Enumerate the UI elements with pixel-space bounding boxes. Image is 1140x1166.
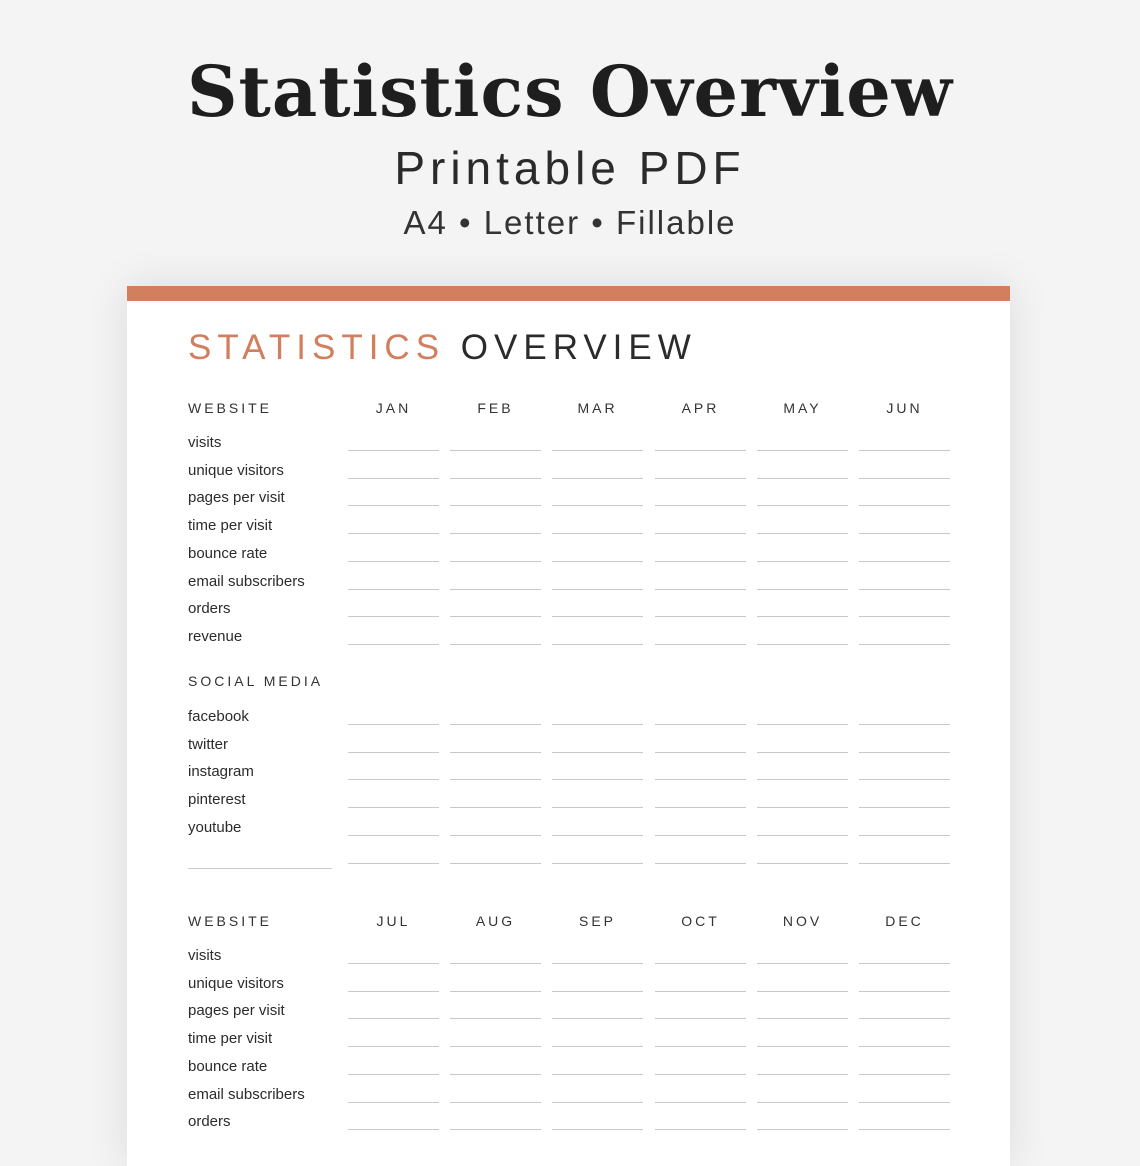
row-label: visits bbox=[188, 947, 222, 964]
entry-field[interactable] bbox=[757, 752, 848, 753]
entry-field[interactable] bbox=[859, 963, 950, 964]
entry-field[interactable] bbox=[348, 724, 439, 725]
entry-field[interactable] bbox=[859, 835, 950, 836]
entry-field[interactable] bbox=[348, 1046, 439, 1047]
entry-field[interactable] bbox=[655, 644, 746, 645]
entry-field[interactable] bbox=[552, 779, 643, 780]
entry-field[interactable] bbox=[757, 616, 848, 617]
entry-field[interactable] bbox=[552, 1074, 643, 1075]
entry-field[interactable] bbox=[859, 863, 950, 864]
entry-field[interactable] bbox=[655, 589, 746, 590]
entry-field[interactable] bbox=[450, 835, 541, 836]
entry-field[interactable] bbox=[348, 1102, 439, 1103]
row-label: pages per visit bbox=[188, 1002, 285, 1020]
entry-field[interactable] bbox=[757, 1074, 848, 1075]
entry-field[interactable] bbox=[552, 724, 643, 725]
entry-field[interactable] bbox=[348, 1074, 439, 1075]
entry-field[interactable] bbox=[859, 1018, 950, 1019]
entry-field[interactable] bbox=[859, 1102, 950, 1103]
entry-field[interactable] bbox=[757, 807, 848, 808]
entry-field[interactable] bbox=[655, 807, 746, 808]
entry-field[interactable] bbox=[348, 752, 439, 753]
entry-field[interactable] bbox=[757, 835, 848, 836]
row-label: revenue bbox=[188, 627, 243, 645]
entry-field[interactable] bbox=[859, 1129, 950, 1130]
entry-field[interactable] bbox=[655, 724, 746, 725]
entry-field[interactable] bbox=[655, 991, 746, 992]
entry-field[interactable] bbox=[859, 561, 950, 562]
row-label: unique visitors bbox=[188, 974, 284, 992]
entry-field[interactable] bbox=[757, 1018, 848, 1019]
entry-field[interactable] bbox=[450, 1074, 541, 1075]
month-header: DEC bbox=[885, 913, 924, 929]
sheet-accent-bar bbox=[127, 286, 1010, 301]
entry-field[interactable] bbox=[552, 505, 643, 506]
sheet-heading-accent: STATISTICS bbox=[188, 328, 446, 367]
entry-field[interactable] bbox=[348, 807, 439, 808]
entry-field[interactable] bbox=[450, 589, 541, 590]
row-label: orders bbox=[188, 600, 231, 618]
entry-field[interactable] bbox=[450, 616, 541, 617]
page-title: Statistics Overview bbox=[186, 50, 954, 133]
month-header: JAN bbox=[375, 400, 412, 416]
sheet-heading bbox=[188, 326, 697, 370]
entry-field[interactable] bbox=[348, 963, 439, 964]
custom-label-field[interactable] bbox=[188, 868, 332, 869]
entry-field[interactable] bbox=[859, 724, 950, 725]
entry-field[interactable] bbox=[859, 1074, 950, 1075]
entry-field[interactable] bbox=[552, 561, 643, 562]
entry-field[interactable] bbox=[655, 1046, 746, 1047]
row-label: time per visit bbox=[188, 517, 273, 535]
row-label: instagram bbox=[188, 763, 254, 781]
sheet-heading-rest: OVERVIEW bbox=[460, 328, 697, 367]
entry-field[interactable] bbox=[348, 533, 439, 534]
entry-field[interactable] bbox=[859, 991, 950, 992]
planner-sheet bbox=[127, 286, 1010, 1166]
entry-field[interactable] bbox=[450, 1129, 541, 1130]
entry-field[interactable] bbox=[655, 1102, 746, 1103]
entry-field[interactable] bbox=[552, 1018, 643, 1019]
entry-field[interactable] bbox=[859, 589, 950, 590]
entry-field[interactable] bbox=[655, 616, 746, 617]
entry-field[interactable] bbox=[450, 724, 541, 725]
month-header: APR bbox=[681, 400, 720, 416]
month-header: MAY bbox=[783, 400, 822, 416]
entry-field[interactable] bbox=[450, 807, 541, 808]
entry-field[interactable] bbox=[655, 779, 746, 780]
month-header: JUN bbox=[886, 400, 923, 416]
entry-field[interactable] bbox=[450, 533, 541, 534]
entry-field[interactable] bbox=[450, 991, 541, 992]
entry-field[interactable] bbox=[552, 478, 643, 479]
section-label: WEBSITE bbox=[188, 400, 273, 416]
entry-field[interactable] bbox=[552, 863, 643, 864]
entry-field[interactable] bbox=[552, 589, 643, 590]
entry-field[interactable] bbox=[348, 1018, 439, 1019]
row-label: time per visit bbox=[188, 1030, 273, 1048]
entry-field[interactable] bbox=[757, 1046, 848, 1047]
entry-field[interactable] bbox=[757, 478, 848, 479]
month-header: OCT bbox=[681, 913, 720, 929]
entry-field[interactable] bbox=[450, 752, 541, 753]
row-label: pinterest bbox=[188, 791, 246, 809]
entry-field[interactable] bbox=[348, 505, 439, 506]
entry-field[interactable] bbox=[348, 478, 439, 479]
entry-field[interactable] bbox=[450, 644, 541, 645]
row-label: unique visitors bbox=[188, 461, 284, 479]
entry-field[interactable] bbox=[552, 616, 643, 617]
entry-field[interactable] bbox=[450, 863, 541, 864]
entry-field[interactable] bbox=[450, 561, 541, 562]
entry-field[interactable] bbox=[655, 561, 746, 562]
entry-field[interactable] bbox=[859, 450, 950, 451]
entry-field[interactable] bbox=[655, 1018, 746, 1019]
entry-field[interactable] bbox=[859, 616, 950, 617]
entry-field[interactable] bbox=[552, 533, 643, 534]
entry-field[interactable] bbox=[348, 450, 439, 451]
section-label: WEBSITE bbox=[188, 913, 273, 929]
entry-field[interactable] bbox=[655, 863, 746, 864]
entry-field[interactable] bbox=[450, 1102, 541, 1103]
entry-field[interactable] bbox=[757, 724, 848, 725]
page-subtitle: Printable PDF bbox=[394, 142, 746, 194]
entry-field[interactable] bbox=[450, 1018, 541, 1019]
entry-field[interactable] bbox=[859, 644, 950, 645]
entry-field[interactable] bbox=[859, 505, 950, 506]
entry-field[interactable] bbox=[859, 807, 950, 808]
month-header: NOV bbox=[782, 913, 823, 929]
entry-field[interactable] bbox=[757, 561, 848, 562]
entry-field[interactable] bbox=[348, 561, 439, 562]
entry-field[interactable] bbox=[450, 450, 541, 451]
month-header: MAR bbox=[577, 400, 618, 416]
row-label: bounce rate bbox=[188, 544, 268, 562]
entry-field[interactable] bbox=[655, 1074, 746, 1075]
entry-field[interactable] bbox=[552, 1129, 643, 1130]
format-list: A4 • Letter • Fillable bbox=[403, 204, 737, 241]
entry-field[interactable] bbox=[757, 1102, 848, 1103]
month-header: AUG bbox=[475, 913, 516, 929]
entry-field[interactable] bbox=[450, 963, 541, 964]
entry-field[interactable] bbox=[348, 616, 439, 617]
entry-field[interactable] bbox=[552, 807, 643, 808]
entry-field[interactable] bbox=[450, 1046, 541, 1047]
entry-field[interactable] bbox=[348, 991, 439, 992]
month-header: FEB bbox=[477, 400, 514, 416]
entry-field[interactable] bbox=[552, 1046, 643, 1047]
entry-field[interactable] bbox=[757, 991, 848, 992]
row-label: twitter bbox=[188, 735, 229, 753]
entry-field[interactable] bbox=[757, 589, 848, 590]
row-label: youtube bbox=[188, 818, 242, 836]
entry-field[interactable] bbox=[655, 533, 746, 534]
entry-field[interactable] bbox=[450, 505, 541, 506]
entry-field[interactable] bbox=[552, 450, 643, 451]
entry-field[interactable] bbox=[655, 505, 746, 506]
row-label: bounce rate bbox=[188, 1057, 268, 1075]
entry-field[interactable] bbox=[655, 963, 746, 964]
entry-field[interactable] bbox=[552, 835, 643, 836]
row-label: visits bbox=[188, 434, 222, 451]
entry-field[interactable] bbox=[655, 835, 746, 836]
entry-field[interactable] bbox=[552, 644, 643, 645]
entry-field[interactable] bbox=[348, 835, 439, 836]
entry-field[interactable] bbox=[655, 478, 746, 479]
entry-field[interactable] bbox=[859, 752, 950, 753]
entry-field[interactable] bbox=[757, 963, 848, 964]
entry-field[interactable] bbox=[859, 533, 950, 534]
entry-field[interactable] bbox=[757, 644, 848, 645]
row-label: facebook bbox=[188, 708, 249, 725]
row-label: email subscribers bbox=[188, 1085, 305, 1103]
entry-field[interactable] bbox=[348, 589, 439, 590]
entry-field[interactable] bbox=[552, 963, 643, 964]
entry-field[interactable] bbox=[859, 478, 950, 479]
entry-field[interactable] bbox=[450, 779, 541, 780]
row-label: pages per visit bbox=[188, 489, 285, 507]
month-header: JUL bbox=[376, 913, 411, 929]
entry-field[interactable] bbox=[655, 752, 746, 753]
entry-field[interactable] bbox=[859, 1046, 950, 1047]
entry-field[interactable] bbox=[655, 450, 746, 451]
entry-field[interactable] bbox=[348, 1129, 439, 1130]
month-header: SEP bbox=[578, 913, 616, 929]
entry-field[interactable] bbox=[757, 450, 848, 451]
entry-field[interactable] bbox=[348, 863, 439, 864]
entry-field[interactable] bbox=[552, 752, 643, 753]
section-label: SOCIAL MEDIA bbox=[188, 673, 324, 689]
row-label: orders bbox=[188, 1113, 231, 1131]
entry-field[interactable] bbox=[757, 779, 848, 780]
entry-field[interactable] bbox=[655, 1129, 746, 1130]
entry-field[interactable] bbox=[859, 779, 950, 780]
entry-field[interactable] bbox=[552, 991, 643, 992]
row-label: email subscribers bbox=[188, 572, 305, 590]
entry-field[interactable] bbox=[757, 863, 848, 864]
entry-field[interactable] bbox=[450, 478, 541, 479]
entry-field[interactable] bbox=[348, 644, 439, 645]
entry-field[interactable] bbox=[348, 779, 439, 780]
entry-field[interactable] bbox=[757, 533, 848, 534]
entry-field[interactable] bbox=[757, 1129, 848, 1130]
entry-field[interactable] bbox=[552, 1102, 643, 1103]
entry-field[interactable] bbox=[757, 505, 848, 506]
